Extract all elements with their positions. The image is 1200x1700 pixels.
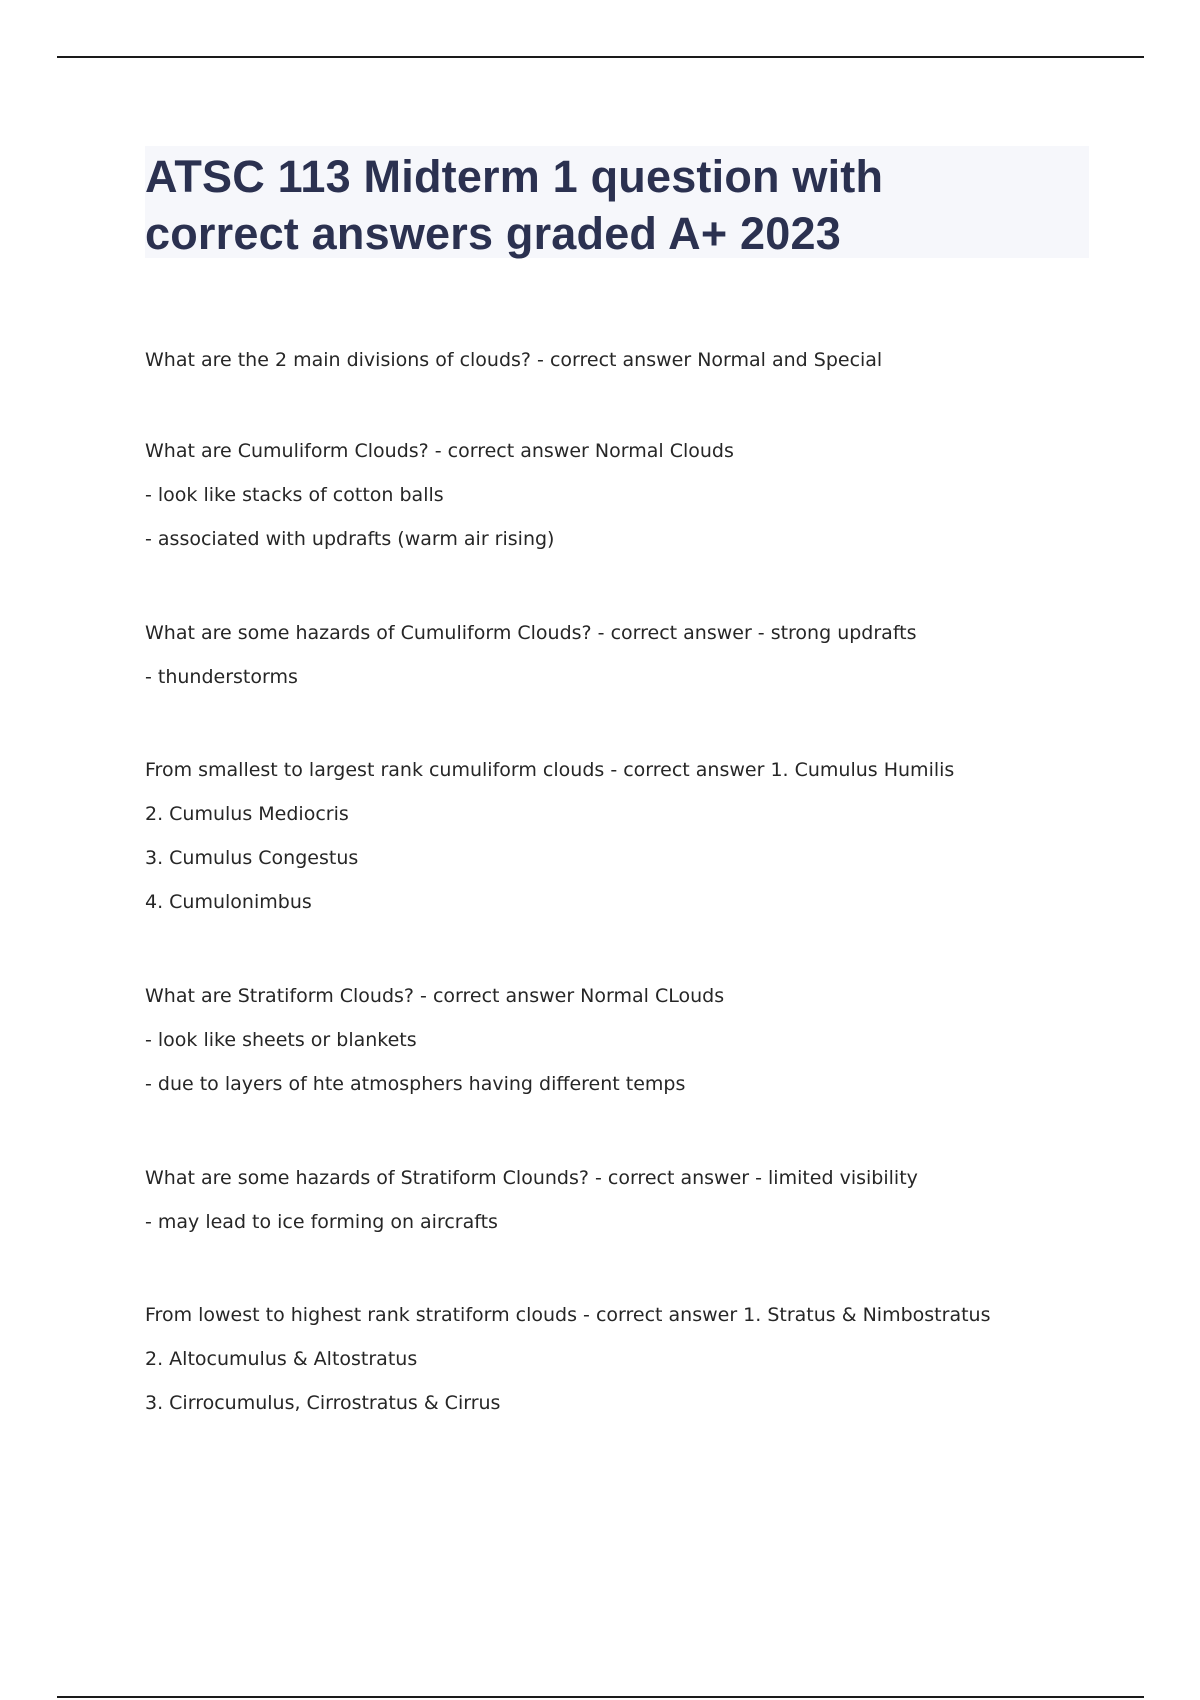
footer-rule — [57, 1696, 1144, 1698]
document-title-line-1: ATSC 113 Midterm 1 question with — [145, 151, 884, 202]
qa-line: - look like stacks of cotton balls — [145, 484, 444, 506]
qa-line: 3. Cumulus Congestus — [145, 847, 359, 869]
qa-line: 2. Cumulus Mediocris — [145, 803, 349, 825]
qa-line: What are the 2 main divisions of clouds? - correct answer Normal and Special — [145, 349, 883, 371]
qa-line: - thunderstorms — [145, 666, 298, 688]
qa-line: From lowest to highest rank stratiform clouds - correct answer 1. Stratus & Nimbostratus — [145, 1304, 991, 1326]
qa-line: 3. Cirrocumulus, Cirrostratus & Cirrus — [145, 1392, 501, 1414]
qa-line: What are some hazards of Stratiform Clounds? - correct answer - limited visibility — [145, 1167, 918, 1189]
header-rule — [57, 56, 1144, 58]
qa-block-cloud-divisions — [145, 348, 1145, 372]
qa-block-stratiform-hazards — [145, 1166, 1145, 1234]
qa-line: - due to layers of hte atmosphers having different temps — [145, 1073, 686, 1095]
qa-line: - may lead to ice forming on aircrafts — [145, 1211, 498, 1233]
qa-block-cumuliform — [145, 439, 1145, 551]
qa-line: What are some hazards of Cumuliform Clouds? - correct answer - strong updrafts — [145, 622, 917, 644]
qa-line: - associated with updrafts (warm air rising) — [145, 528, 555, 550]
qa-line: 2. Altocumulus & Altostratus — [145, 1348, 418, 1370]
qa-line: 4. Cumulonimbus — [145, 891, 312, 913]
qa-line: What are Cumuliform Clouds? - correct answer Normal Clouds — [145, 440, 734, 462]
qa-block-cumuliform-hazards — [145, 621, 1145, 689]
qa-block-stratiform — [145, 984, 1145, 1096]
qa-block-stratiform-rank — [145, 1303, 1145, 1415]
document-title-line-2: correct answers graded A+ 2023 — [145, 208, 841, 259]
qa-line: From smallest to largest rank cumuliform clouds - correct answer 1. Cumulus Humilis — [145, 759, 955, 781]
qa-line: - look like sheets or blankets — [145, 1029, 417, 1051]
qa-line: What are Stratiform Clouds? - correct answer Normal CLouds — [145, 985, 725, 1007]
qa-block-cumuliform-rank — [145, 758, 1145, 914]
document-title — [145, 148, 1089, 262]
